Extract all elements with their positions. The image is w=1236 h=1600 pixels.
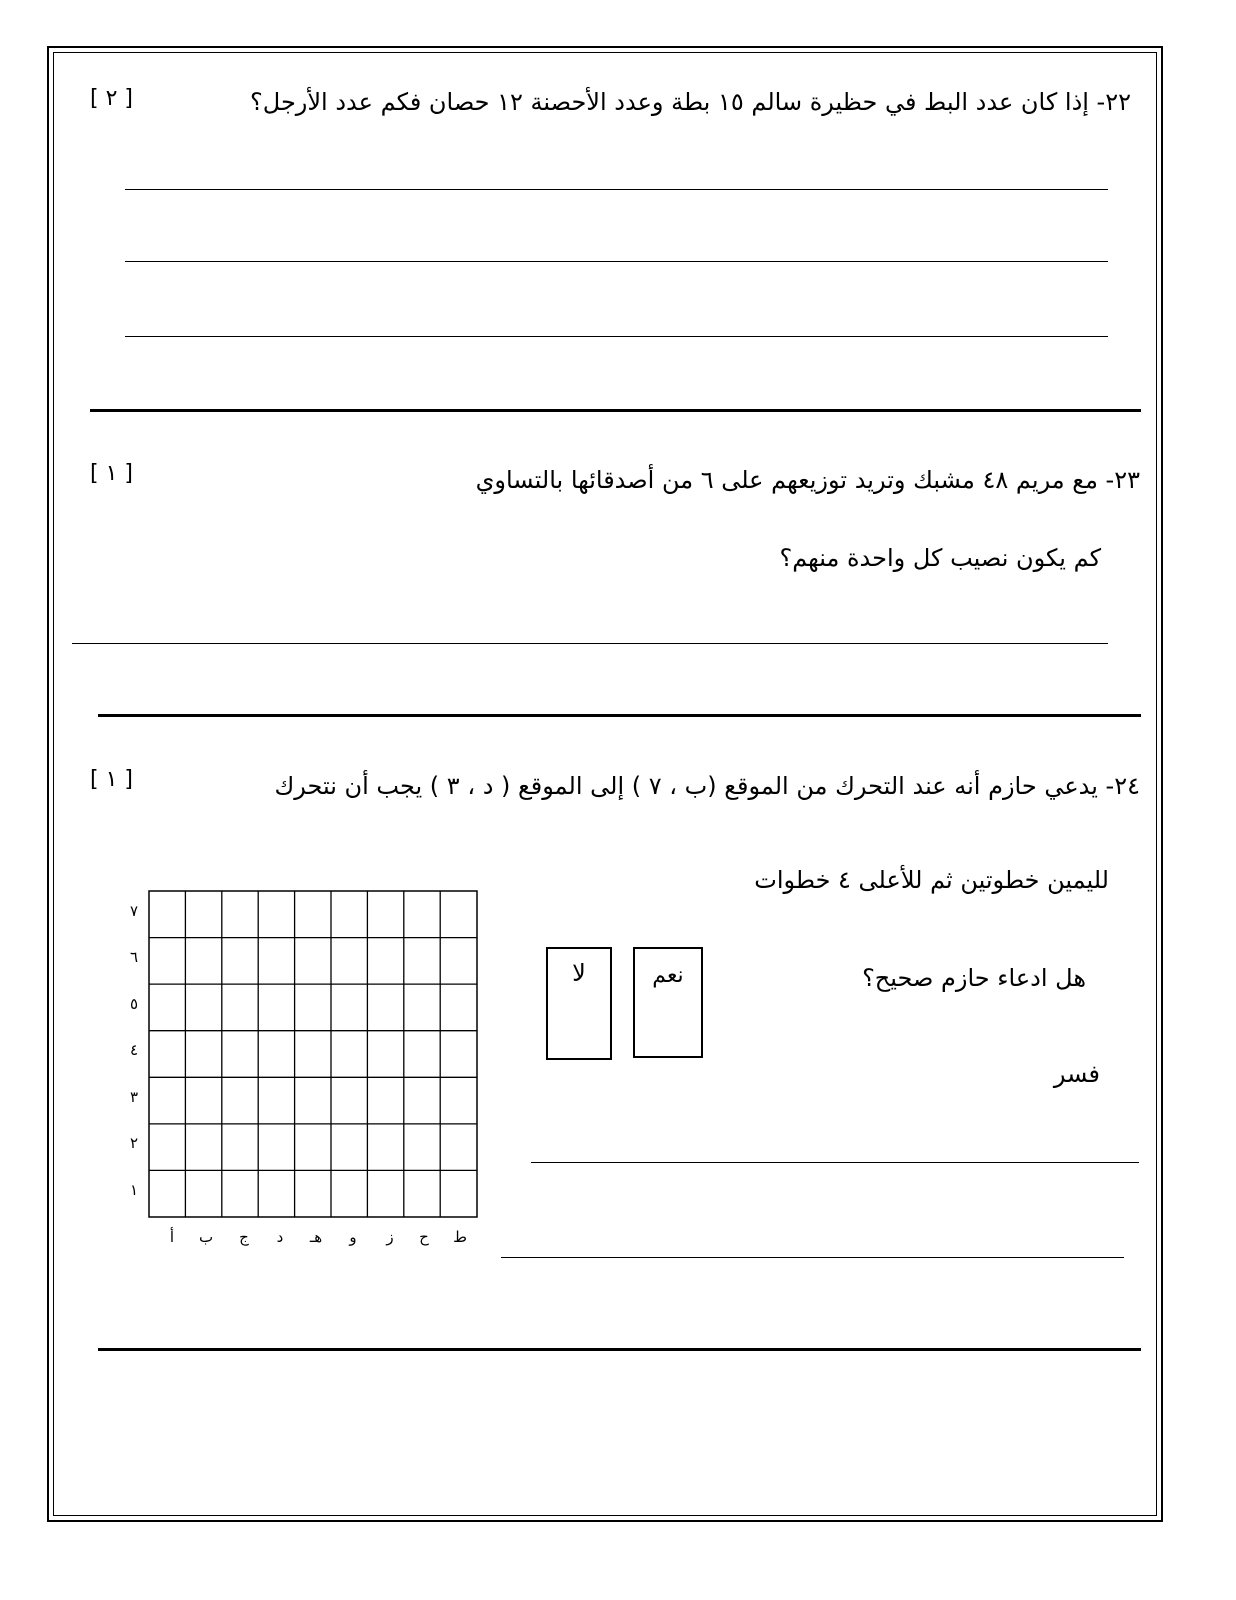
answer-line-22-3[interactable] [125, 336, 1108, 337]
section-divider [98, 714, 1141, 717]
grid-y-label: ٤ [129, 1041, 139, 1059]
question-22-text: ٢٢- إذا كان عدد البط في حظيرة سالم ١٥ بطة وعدد الأحصنة ١٢ حصان فكم عدد الأرجل؟ [250, 88, 1131, 116]
question-22-mark: [ ٢ ] [90, 86, 133, 111]
grid-x-label: د [276, 1228, 284, 1246]
section-divider [90, 409, 1141, 412]
answer-line-24-2[interactable] [501, 1257, 1124, 1258]
question-23-mark: [ ١ ] [90, 461, 133, 486]
explain-label: فسر [1053, 1060, 1100, 1088]
answer-line-22-2[interactable] [125, 261, 1108, 262]
answer-line-22-1[interactable] [125, 189, 1108, 190]
coordinate-grid-lines [148, 890, 478, 1218]
grid-y-label: ٣ [129, 1088, 139, 1106]
answer-line-23[interactable] [72, 643, 1108, 644]
answer-line-24-1[interactable] [531, 1162, 1139, 1163]
grid-y-label: ١ [129, 1181, 139, 1199]
yes-option-label: نعم [652, 963, 684, 988]
question-24-text: ٢٤- يدعي حازم أنه عند التحرك من الموقع (ب ، ٧ ) إلى الموقع ( د ، ٣ ) يجب أن نتحرك [274, 772, 1140, 800]
grid-x-label: أ [169, 1228, 175, 1246]
no-option-label: لا [572, 959, 586, 987]
grid-x-label: و [349, 1228, 357, 1246]
grid-x-label: ج [239, 1228, 249, 1246]
grid-x-label: ح [419, 1228, 429, 1246]
question-24-subtext: لليمين خطوتين ثم للأعلى ٤ خطوات [754, 866, 1109, 894]
question-23-text: ٢٣- مع مريم ٤٨ مشبك وتريد توزيعهم على ٦ من أصدقائها بالتساوي [475, 466, 1140, 494]
question-24-prompt: هل ادعاء حازم صحيح؟ [862, 964, 1086, 992]
grid-y-label: ٥ [129, 995, 139, 1013]
no-option-box[interactable] [546, 947, 612, 1060]
grid-y-label: ٧ [129, 902, 139, 920]
grid-x-label: ب [198, 1228, 214, 1246]
section-divider [98, 1348, 1141, 1351]
grid-x-label: ز [386, 1228, 394, 1246]
coordinate-grid [148, 890, 478, 1218]
grid-y-label: ٦ [129, 948, 139, 966]
grid-x-label: هـ [309, 1228, 323, 1246]
question-23-subtext: كم يكون نصيب كل واحدة منهم؟ [779, 544, 1101, 572]
question-24-mark: [ ١ ] [90, 767, 133, 792]
yes-option-box[interactable] [633, 947, 703, 1058]
grid-y-label: ٢ [129, 1134, 139, 1152]
grid-x-label: ط [453, 1228, 467, 1246]
